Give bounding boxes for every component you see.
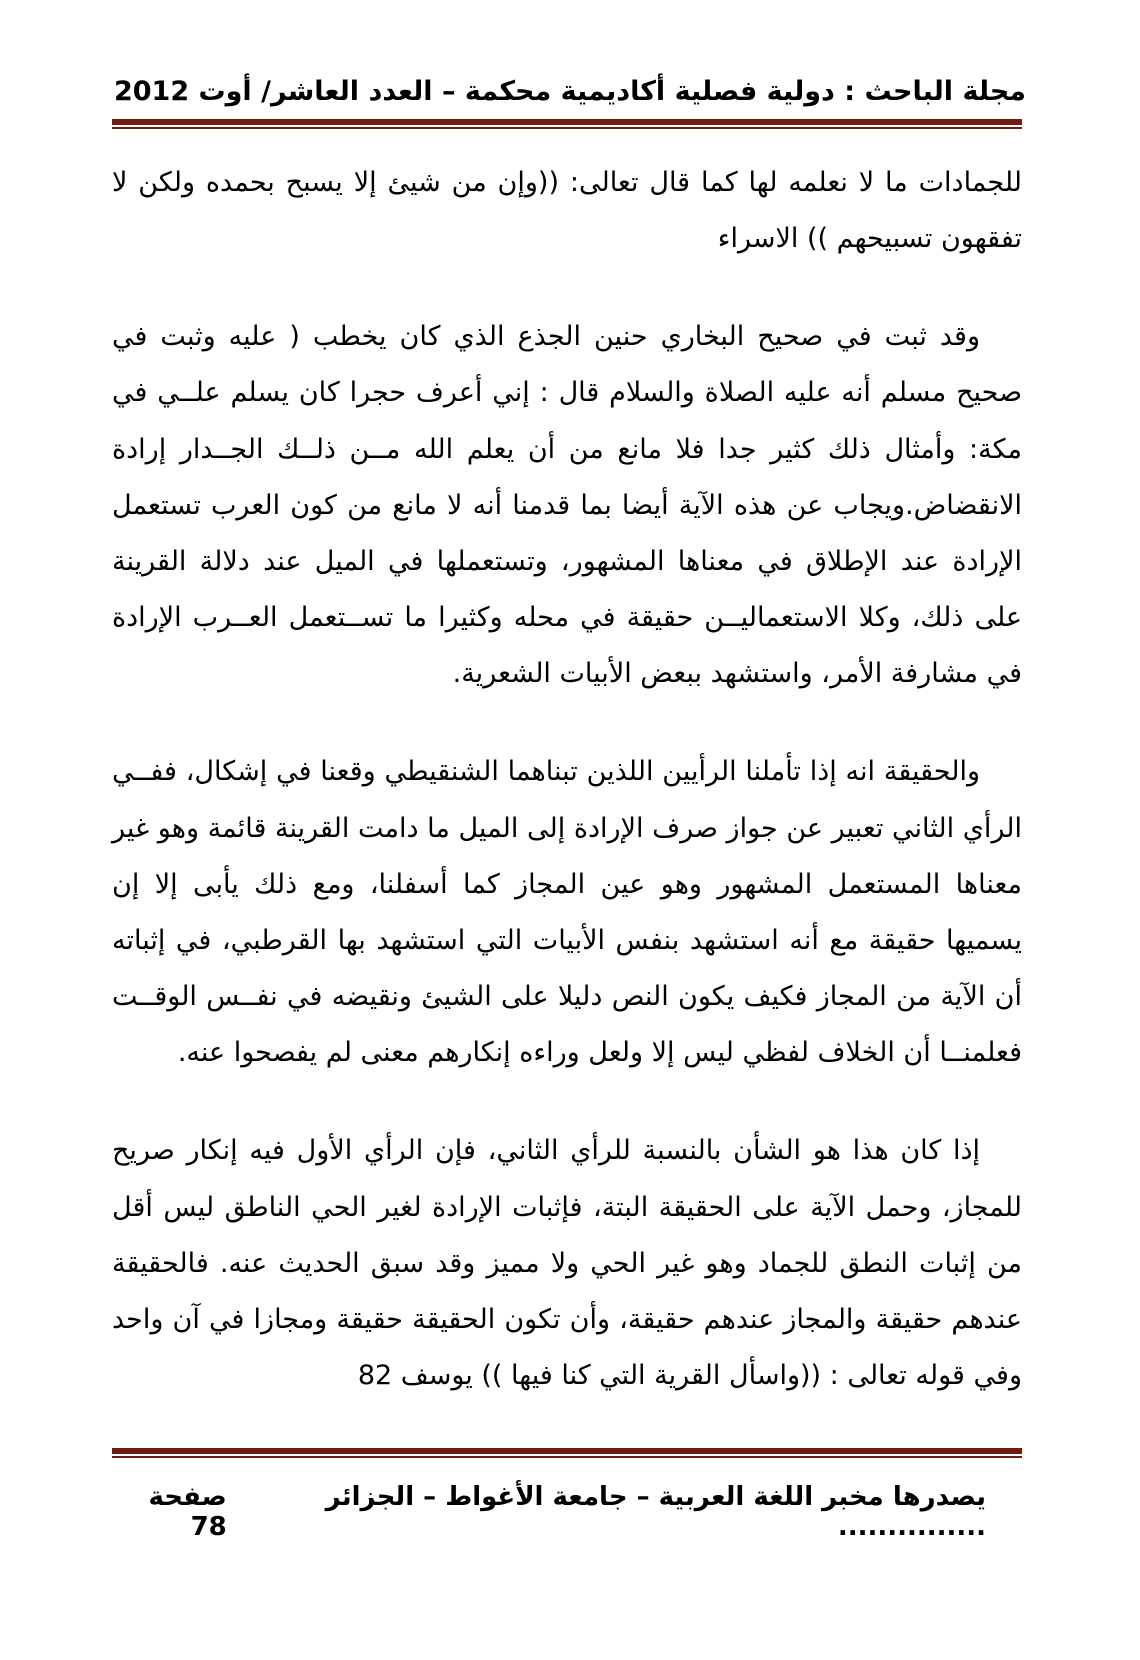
footer-divider-thin-line bbox=[112, 1456, 1022, 1458]
paragraph: وقد ثبت في صحيح البخاري حنين الجذع الذي كان يخطب ( عليه وثبت في صحيح مسلم أنه عليه الصلاة والسلام قال : إني أعرف حجرا كان يسلم علــي في مكة: وأمثال ذلك كثير جدا فلا مانع من أن يعلم الله مــن ذلــك الجــدار إرادة الانقضاض.ويجاب عن هذه الآية أيضا بما قدمنا أنه لا مانع من كون العرب تستعمل الإرادة عند الإطلاق في معناها المشهور، وتستعملها في الميل عند دلالة القرينة على ذلك، وكلا الاستعماليــن حقيقة في محله وكثيرا ما تســتعمل العــرب الإرادة في مشارفة الأمر، واستشهد ببعض الأبيات الشعرية. bbox=[112, 321, 1022, 690]
footer-divider-thick-line bbox=[112, 1448, 1022, 1454]
header-divider-thick-line bbox=[112, 119, 1022, 125]
paragraph: للجمادات ما لا نعلمه لها كما قال تعالى: ((وإن من شيئ إلا يسبح بحمده ولكن لا تفقهون تسبيحهم )) الاسراء bbox=[112, 167, 1022, 255]
footer-divider bbox=[112, 1448, 1022, 1458]
footer-page-number: صفحة 78 bbox=[148, 1482, 227, 1542]
journal-header-title: مجلة الباحث : دولية فصلية أكاديمية محكمة – العدد العاشر/ أوت 2012 bbox=[113, 76, 1027, 107]
paragraph: والحقيقة انه إذا تأملنا الرأيين اللذين تبناهما الشنقيطي وقعنا في إشكال، ففــي الرأي الثاني تعبير عن جواز صرف الإرادة إلى الميل ما دامت القرينة قائمة وهو غير معناها المستعمل المشهور وهو عين المجاز كما أسفلنا، ومع ذلك يأبى إلا إن يسميها حقيقة مع أنه استشهد بنفس الأبيات التي استشهد بها القرطبي، في إثباته أن الآية من المجاز فكيف يكون النص دليلا على الشيئ ونقيضه في نفــس الوقــت فعلمنــا أن الخلاف لفظي ليس إلا ولعل وراءه إنكارهم معنى لم يفصحوا عنه. bbox=[112, 756, 1022, 1069]
footer-publisher: يصدرها مخبر اللغة العربية – جامعة الأغواط – الجزائر ............... bbox=[325, 1482, 986, 1542]
article-body bbox=[0, 129, 1140, 1404]
page-footer bbox=[112, 1482, 1022, 1542]
paragraph: إذا كان هذا هو الشأن بالنسبة للرأي الثاني، فإن الرأي الأول فيه إنكار صريح للمجاز، وحمل الآية على الحقيقة البتة، فإثبات الإرادة لغير الحي الناطق ليس أقل من إثبات النطق للجماد وهو غير الحي ولا مميز وقد سبق الحديث عنه. فالحقيقة عندهم حقيقة والمجاز عندهم حقيقة، وأن تكون الحقيقة حقيقة ومجازا في آن واحد وفي قوله تعالى : ((واسأل القرية التي كنا فيها )) يوسف 82 bbox=[112, 1135, 1022, 1391]
header-divider bbox=[112, 119, 1022, 129]
